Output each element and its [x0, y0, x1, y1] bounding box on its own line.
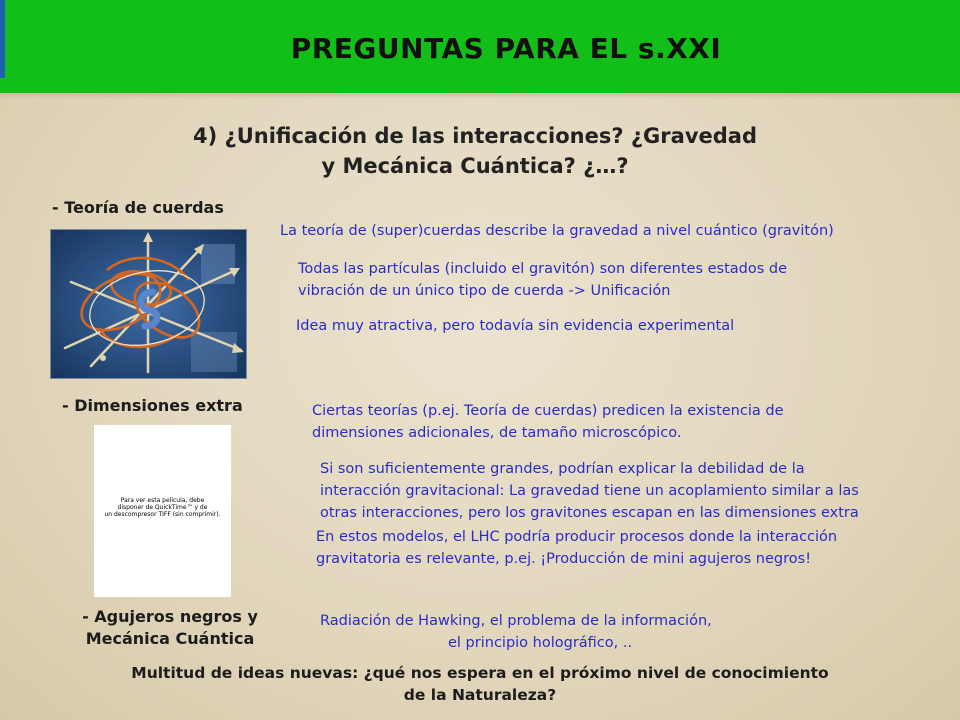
string-theory-text-evidence: Idea muy atractiva, pero todavía sin evidencia experimental	[296, 318, 735, 334]
quicktime-line2: disponer de QuickTime™ y de	[117, 504, 208, 511]
extra-dimensions-text-weakness-line1: Si son suficientemente grandes, podrían explicar la debilidad de la	[320, 461, 805, 477]
heading-black-holes-line2: Mecánica Cuántica	[85, 629, 255, 648]
extra-dimensions-text-weakness-line2: interacción gravitacional: La gravedad tiene un acoplamiento similar a las	[320, 483, 859, 499]
extra-dimensions-text-weakness	[320, 458, 960, 524]
closing-question-line1: Multitud de ideas nuevas: ¿qué nos espera en el próximo nivel de conocimiento	[131, 664, 829, 682]
string-theory-text-graviton: La teoría de (super)cuerdas describe la gravedad a nivel cuántico (gravitón)	[280, 223, 834, 239]
page-title: PREGUNTAS PARA EL s.XXI	[290, 32, 722, 65]
string-theory-text-unification-line1: Todas las partículas (incluido el gravitón) son diferentes estados de	[298, 261, 788, 277]
extra-dimensions-text-lhc-line1: En estos modelos, el LHC podría producir procesos donde la interacción	[316, 529, 838, 545]
title-banner	[0, 0, 960, 93]
heading-extra-dimensions: - Dimensiones extra	[62, 396, 243, 415]
black-holes-text-line1: Radiación de Hawking, el problema de la información,	[320, 613, 712, 629]
quicktime-placeholder-text	[94, 497, 231, 518]
heading-black-holes-line1: - Agujeros negros y	[82, 607, 258, 626]
string-theory-text-unification-line2: vibración de un único tipo de cuerda -> Unificación	[298, 283, 671, 299]
banner-shadow	[0, 93, 960, 99]
closing-question	[40, 662, 920, 706]
string-theory-illustration-icon	[50, 229, 247, 379]
string-theory-text-unification	[298, 258, 787, 302]
main-question	[100, 121, 850, 181]
closing-question-line2: de la Naturaleza?	[403, 686, 557, 704]
black-holes-text	[320, 610, 712, 654]
main-question-line2: y Mecánica Cuántica? ¿…?	[321, 154, 629, 178]
quicktime-line3: un descompresor TIFF (sin comprimir).	[104, 511, 221, 518]
quicktime-placeholder-icon	[94, 425, 231, 597]
black-holes-text-line2: el principio holográfico, ..	[448, 635, 633, 651]
extra-dimensions-text-lhc-line2: gravitatoria es relevante, p.ej. ¡Producción de mini agujeros negros!	[316, 551, 812, 567]
main-question-line1: 4) ¿Unificación de las interacciones? ¿Gravedad	[193, 124, 757, 148]
quicktime-line1: Para ver esta película, debe	[120, 497, 205, 504]
extra-dimensions-text-lhc	[316, 526, 837, 570]
heading-black-holes	[58, 606, 282, 650]
extra-dimensions-text-prediction-line1: Ciertas teorías (p.ej. Teoría de cuerdas) predicen la existencia de	[312, 403, 784, 419]
extra-dimensions-text-prediction	[312, 400, 784, 444]
extra-dimensions-text-prediction-line2: dimensiones adicionales, de tamaño microscópico.	[312, 425, 682, 441]
extra-dimensions-text-weakness-line3: otras interacciones, pero los gravitones escapan en las dimensiones extra	[320, 505, 859, 521]
heading-string-theory: - Teoría de cuerdas	[52, 198, 224, 217]
